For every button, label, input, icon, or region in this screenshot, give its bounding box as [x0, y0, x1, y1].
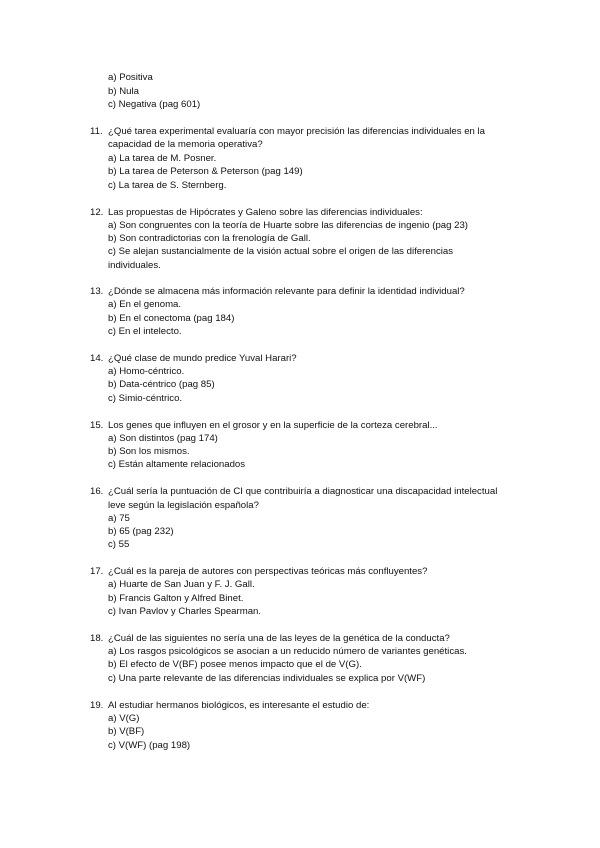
option-line: b) Son contradictorias con la frenología de Gall. [108, 233, 311, 244]
option-line: a) 75 [108, 513, 130, 524]
option-line: a) V(G) [108, 713, 140, 724]
option-line: b) Data-céntrico (pag 85) [108, 379, 215, 390]
question-number: 18. [90, 633, 104, 644]
question-text: ¿Cuál sería la puntuación de CI que contribuiría a diagnosticar una discapacidad intelectual [108, 486, 498, 497]
option-line: a) Son distintos (pag 174) [108, 433, 218, 444]
option-line: b) Nula [108, 86, 139, 97]
option-line: b) En el conectoma (pag 184) [108, 313, 235, 324]
question-text: Los genes que influyen en el grosor y en la superficie de la corteza cerebral... [108, 420, 438, 431]
option-line: c) Simio-céntrico. [108, 393, 183, 404]
question-number: 11. [90, 126, 103, 137]
question-text: leve según la legislación española? [108, 500, 259, 511]
option-line: individuales. [108, 260, 161, 271]
question-number: 13. [90, 286, 104, 297]
question-number: 17. [90, 566, 104, 577]
option-line: c) Una parte relevante de las diferencias individuales se explica por V(WF) [108, 673, 426, 684]
question-text: ¿Qué clase de mundo predice Yuval Harari? [108, 353, 297, 364]
option-line: a) Huarte de San Juan y F. J. Gall. [108, 579, 255, 590]
option-line: a) Los rasgos psicológicos se asocian a un reducido número de variantes genéticas. [108, 646, 467, 657]
option-line: c) Ivan Pavlov y Charles Spearman. [108, 606, 262, 617]
option-line: a) En el genoma. [108, 299, 182, 310]
question-text: ¿Qué tarea experimental evaluaría con mayor precisión las diferencias individuales en la [108, 126, 486, 137]
option-line: a) Son congruentes con la teoría de Huarte sobre las diferencias de ingenio (pag 23) [108, 220, 468, 231]
option-line: c) Se alejan sustancialmente de la visión actual sobre el origen de las diferencias [108, 246, 454, 257]
question-number: 14. [90, 353, 104, 364]
question-number: 16. [90, 486, 104, 497]
question-text: Las propuestas de Hipócrates y Galeno sobre las diferencias individuales: [108, 207, 423, 218]
question-number: 15. [90, 420, 104, 431]
option-line: b) La tarea de Peterson & Peterson (pag 149) [108, 166, 303, 177]
option-line: c) En el intelecto. [108, 326, 182, 337]
question-text: ¿Cuál es la pareja de autores con perspectivas teóricas más confluyentes? [108, 566, 428, 577]
option-line: c) La tarea de S. Sternberg. [108, 180, 227, 191]
option-line: a) Positiva [108, 72, 153, 83]
option-line: a) Homo-céntrico. [108, 366, 185, 377]
question-text: capacidad de la memoria operativa? [108, 139, 263, 150]
question-text: ¿Dónde se almacena más información relevante para definir la identidad individual? [108, 286, 465, 297]
option-line: c) Están altamente relacionados [108, 459, 246, 470]
option-line: b) Francis Galton y Alfred Binet. [108, 593, 244, 604]
option-line: b) Son los mismos. [108, 446, 190, 457]
option-line: b) 65 (pag 232) [108, 526, 174, 537]
option-line: b) V(BF) [108, 726, 145, 737]
option-line: a) La tarea de M. Posner. [108, 153, 217, 164]
question-text: ¿Cuál de las siguientes no sería una de las leyes de la genética de la conducta? [108, 633, 450, 644]
option-line: c) 55 [108, 539, 130, 550]
option-line: c) V(WF) (pag 198) [108, 740, 191, 751]
question-text: Al estudiar hermanos biológicos, es interesante el estudio de: [108, 700, 370, 711]
question-number: 12. [90, 207, 104, 218]
option-line: b) El efecto de V(BF) posee menos impacto que el de V(G). [108, 659, 362, 670]
question-number: 19. [90, 700, 104, 711]
option-line: c) Negativa (pag 601) [108, 99, 201, 110]
